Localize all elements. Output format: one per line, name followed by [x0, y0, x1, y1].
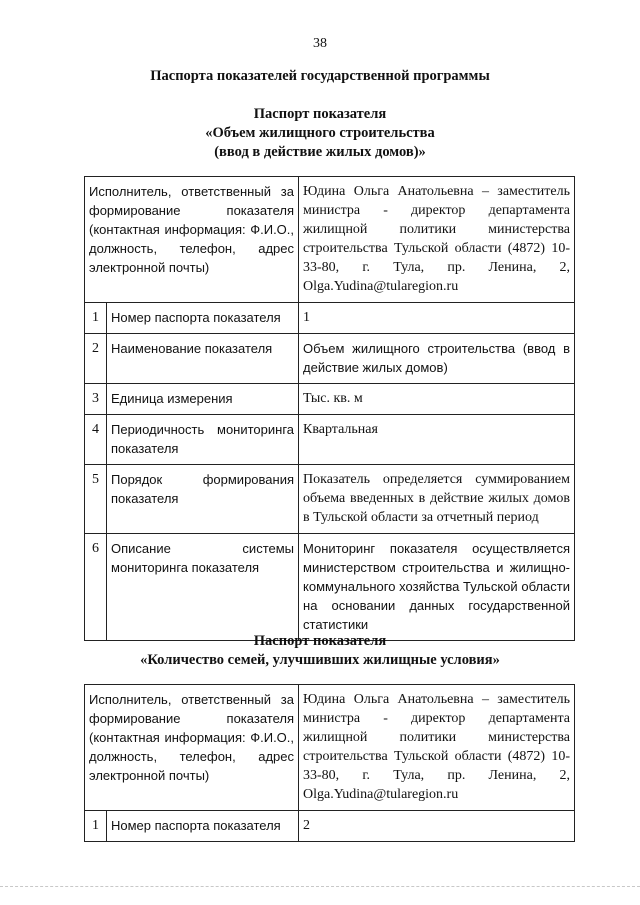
row-number: 2 [85, 334, 107, 384]
row-number: 6 [85, 534, 107, 641]
row-value: Мониторинг показателя осуществляется министерством строительства и жилищно-коммунального хозяйства Тульской области на основании данных государственной статистики [299, 534, 575, 641]
section-title: Паспорта показателей государственной программы [150, 68, 490, 84]
row-label: Номер паспорта показателя [107, 811, 299, 842]
row-label: Единица измерения [107, 384, 299, 415]
table-row [85, 685, 575, 811]
scan-artifact-line [0, 886, 640, 891]
row-label: Наименование показателя [107, 334, 299, 384]
passport2-title-line1: Паспорт показателя [253, 633, 387, 649]
table-row [85, 384, 575, 415]
table-row [85, 177, 575, 303]
row-value: 1 [299, 303, 575, 334]
page-number: 38 [313, 36, 327, 51]
executor-label: Исполнитель, ответственный за формирование показателя (контактная информация: Ф.И.О., должность, телефон, адрес электронной почты) [85, 685, 299, 811]
table-row [85, 534, 575, 641]
row-value: 2 [299, 811, 575, 842]
row-label: Периодичность мониторинга показателя [107, 415, 299, 465]
row-number: 4 [85, 415, 107, 465]
row-number: 5 [85, 465, 107, 534]
passport1-title-line1: Паспорт показателя [253, 106, 387, 122]
passport2-table [84, 684, 575, 842]
row-label: Порядок формирования показателя [107, 465, 299, 534]
table-row [85, 303, 575, 334]
table-row [85, 811, 575, 842]
passport2-title-line2: «Количество семей, улучшивших жилищные условия» [140, 652, 500, 668]
row-number: 3 [85, 384, 107, 415]
row-label: Описание системы мониторинга показателя [107, 534, 299, 641]
table-row [85, 465, 575, 534]
row-label: Номер паспорта показателя [107, 303, 299, 334]
row-value: Объем жилищного строительства (ввод в действие жилых домов) [299, 334, 575, 384]
executor-label: Исполнитель, ответственный за формирование показателя (контактная информация: Ф.И.О., должность, телефон, адрес электронной почты) [85, 177, 299, 303]
passport1-title-line3: (ввод в действие жилых домов)» [214, 144, 426, 160]
executor-value: Юдина Ольга Анатольевна – заместитель министра - директор департамента жилищной политики министерства строительства Тульской области (4872) 10-33-80, г. Тула, пр. Ленина, 2, Olga.Yudina@tularegion.ru [299, 685, 575, 811]
executor-value: Юдина Ольга Анатольевна – заместитель министра - директор департамента жилищной политики министерства строительства Тульской области (4872) 10-33-80, г. Тула, пр. Ленина, 2, Olga.Yudina@tularegion.ru [299, 177, 575, 303]
row-value: Тыс. кв. м [299, 384, 575, 415]
table-row [85, 415, 575, 465]
passport1-table [84, 176, 575, 641]
row-value: Квартальная [299, 415, 575, 465]
row-number: 1 [85, 303, 107, 334]
row-value: Показатель определяется суммированием объема введенных в действие жилых домов в Тульской области за отчетный период [299, 465, 575, 534]
table-row [85, 334, 575, 384]
passport1-title-line2: «Объем жилищного строительства [205, 125, 435, 141]
row-number: 1 [85, 811, 107, 842]
